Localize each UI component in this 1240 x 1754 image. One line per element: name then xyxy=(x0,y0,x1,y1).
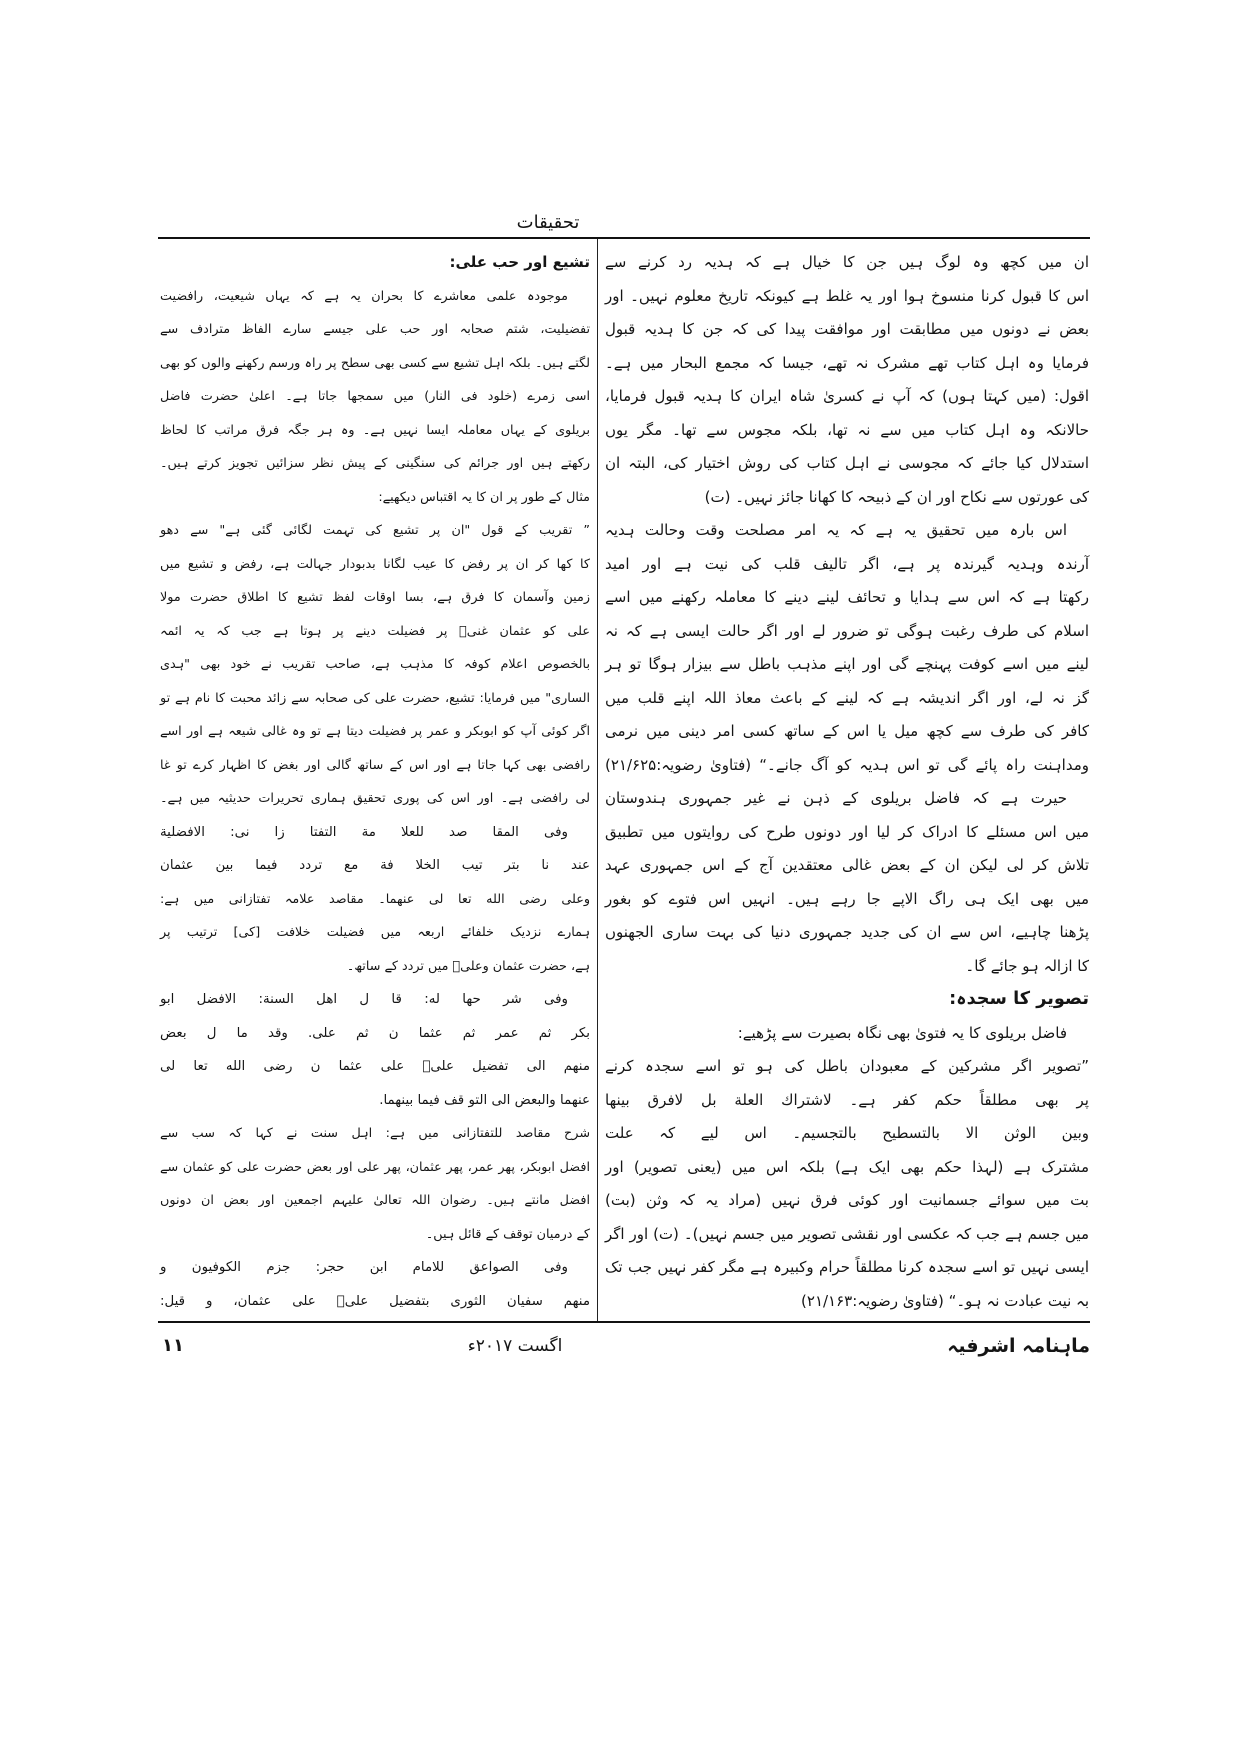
text-line: ان میں کچھ وہ لوگ ہیں جن کا خیال ہے کہ ہدیہ رد کرنے سے xyxy=(605,253,1089,271)
arabic-text-line: عند نا بتر تيب الخلا فة مع تردد فيما بين عثمان xyxy=(160,858,590,873)
page-number: ۱۱ xyxy=(162,1335,184,1356)
text-line: اقول: (میں کہتا ہوں) کہ آپ نے کسریٰ شاہ ایران کا ہدیہ قبول فرمایا، xyxy=(605,387,1089,405)
text-line: میں اس مسئلے کا ادراک کر لیا اور دونوں طرح کی روایتوں میں تطبیق xyxy=(605,822,1089,841)
arabic-text-line: وفی شر حها له: قا ل اهل السنة: الافضل ابو xyxy=(160,992,568,1007)
text-line: وعلی رضی الله تعا لی عنهما۔ مقاصد علامہ تفتازانی میں ہے: xyxy=(160,891,590,907)
text-line: لگتے ہیں۔ بلکہ اہل تشیع سے کسی بھی سطح پر راہ ورسم رکھنے والوں کو بھی xyxy=(160,355,590,371)
text-line: اگر کوئی آپ کو ابوبکر و عمر پر فضیلت دیتا ہے تو وہ غالی شیعہ ہے اور اسے xyxy=(160,724,590,739)
text-line: لینے میں اسے کوفت پہنچے گی اور اپنے مذہب باطل سے بیزار ہوگا تو ہر xyxy=(605,655,1089,673)
text-line: فاضل بریلوی کا یہ فتویٰ بھی نگاہ بصیرت سے پڑھیے: xyxy=(737,1023,1067,1042)
text-line: بت میں سوائے جسمانیت اور کوئی فرق نہیں (مراد یہ کہ وثن (بت) xyxy=(605,1191,1089,1209)
text-line: مشترک ہے (لہذا حکم بھی ایک ہے) بلکہ اس میں (یعنی تصویر) اور xyxy=(605,1157,1089,1176)
text-line: رکھتا ہے کہ اس سے ہدایا و تحائف لینے دینے کا معاملہ رکھنے میں اسے xyxy=(605,588,1089,606)
text-line: اسلام کی طرف رغبت ہوگی تو ضرور لے اور اگر حالت ایسی ہے کہ نہ xyxy=(605,621,1089,640)
text-line: حالانکہ وہ اہل کتاب میں سے نہ تھا، بلکہ مجوس سے تھا۔ مگر یوں xyxy=(605,420,1089,439)
text-line: گز نہ لے، اور اگر اندیشہ ہے کہ لینے کے باعث معاذ اللہ اپنے قلب میں xyxy=(605,688,1089,707)
text-line: ہمارے نزدیک خلفائے اربعہ میں فضیلت خلافت [کی] ترتیب پر xyxy=(160,925,590,940)
text-line: بہ نیت عبادت نہ ہو۔“ (فتاویٰ رضویہ:۲۱/۱۶۳) xyxy=(801,1291,1089,1310)
magazine-name: ماہنامہ اشرفیہ xyxy=(947,1335,1090,1357)
arabic-text-line: وفی الصواعق للامام ابن حجر: جزم الكوفيون و xyxy=(160,1260,568,1275)
text-line: علی کو عثمان غنیؓ پر فضیلت دینے پر ہوتا ہے جب کہ یہ ائمہ xyxy=(160,623,590,639)
text-line: ”تصویر اگر مشرکین کے معبودان باطل کی ہو تو اسے سجدہ کرنے xyxy=(605,1057,1089,1075)
text-line: وبين الوثن الا بالتسطيح بالتجسيم۔ اس لیے کہ علت xyxy=(605,1124,1089,1142)
column-divider xyxy=(597,239,598,1321)
text-line: اس کا قبول کرنا منسوخ ہوا اور یہ غلط ہے کیونکہ تاریخ معلوم نہیں۔ اور xyxy=(605,286,1089,305)
arabic-text-line: وفی المقا صد للعلا مة التفتا زا نی: الافضلية xyxy=(160,824,568,840)
text-line: کافر کی طرف سے کچھ میل یا اس کے ساتھ کسی امر دینی میں نرمی xyxy=(605,722,1089,740)
text-line: رکھتے ہیں اور جرائم کی سنگینی کے پیش نظر سزائیں تجویز کرتے ہیں۔ xyxy=(160,456,590,471)
text-line: لی رافضی ہے۔ اور اس کی پوری تحقیق ہماری تحریرات حدیثیہ میں ہے۔ xyxy=(160,791,590,806)
text-line: مثال کے طور پر ان کا یہ اقتباس دیکھیے: xyxy=(378,489,590,505)
running-header: تحقیقات xyxy=(516,212,580,233)
text-line: میں جسم ہے جب کہ عکسی اور نقشی تصویر میں جسم نہیں)۔ (ت) اور اگر xyxy=(605,1224,1089,1243)
text-line: فرمایا وہ اہل کتاب تھے مشرک نہ تھے، جیسا کہ مجمع البحار میں ہے۔ xyxy=(605,353,1089,372)
text-line: زمین وآسمان کا فرق ہے، بسا اوقات لفظ تشیع کا اطلاق حضرت مولا xyxy=(160,590,590,605)
text-line: استدلال کیا جائے کہ مجوسی نے اہل کتاب کی روش اختیار کی، البتہ ان xyxy=(605,454,1089,472)
text-line: آرندہ وہدیہ گیرندہ پر ہے، اگر تالیف قلب کی نیت ہے اور امید xyxy=(605,554,1089,573)
text-line: حیرت ہے کہ فاضل بریلوی کے ذہن نے غیر جمہوری ہندوستان xyxy=(605,789,1067,807)
text-line: افضل مانتے ہیں۔ رضوان اللہ تعالیٰ علیہم اجمعین اور بعض ان دونوں xyxy=(160,1193,590,1208)
text-line: کا ازالہ ہو جائے گا۔ xyxy=(965,956,1089,975)
left-column xyxy=(160,246,590,1318)
arabic-text-line: عنهما والبعض الی التو قف فيما بينهما. xyxy=(379,1092,590,1108)
text-line: پر بھی مطلقاً حکم کفر ہے۔ لاشتراك العلة بل لافرق بينها xyxy=(605,1090,1089,1109)
text-line: بعض نے دونوں میں مطابقت اور موافقت پیدا کی کہ جن کا ہدیہ قبول xyxy=(605,320,1089,338)
footer-rule xyxy=(158,1321,1090,1323)
arabic-text-line: بكر ثم عمر ثم عثما ن ثم علی. وقد ما ل بعض xyxy=(160,1025,590,1041)
text-line: موجودہ علمی معاشرے کا بحران یہ ہے کہ یہاں شیعیت، رافضیت xyxy=(160,288,568,304)
header-rule xyxy=(158,237,1090,239)
text-line: بریلوی کے یہاں معاملہ ایسا نہیں ہے۔ وہ ہر جگہ فرق مراتب کا لحاظ xyxy=(160,422,590,438)
text-line: کے درمیان توقف کے قائل ہیں۔ xyxy=(425,1226,590,1242)
text-line: افضل ابوبکر، پھر عمر، پھر عثمان، پھر علی اور بعض حضرت علی کو عثمان سے xyxy=(160,1159,590,1175)
text-line: تفضیلیت، شتم صحابہ اور حب علی جیسے سارے الفاظ مترادف سے xyxy=(160,322,590,337)
section-heading: تشیع اور حب علی: xyxy=(449,253,590,271)
text-line: رافضی بھی کہا جاتا ہے اور اس کے ساتھ گالی اور بغض کا اظہار کرے تو غا xyxy=(160,757,590,773)
arabic-text-line: منهم الی تفضيل علیؓ علی عثما ن رضی الله تعا لی xyxy=(160,1059,590,1074)
section-heading: تصویر کا سجدہ: xyxy=(949,989,1089,1009)
text-line: ” تقریب کے قول "ان پر تشیع کی تہمت لگائی گئی ہے" سے دھو xyxy=(160,523,590,538)
text-line: کا کھا کر ان پر رفض کا عیب لگانا بدبودار جہالت ہے، رفض و تشیع میں xyxy=(160,556,590,572)
text-line: تلاش کر لی لیکن ان کے بعض غالی معتقدین آج کے اس جمہوری عہد xyxy=(605,856,1089,874)
text-line: اسی زمرے (خلود فی النار) میں سمجھا جاتا ہے۔ اعلیٰ حضرت فاضل xyxy=(160,389,590,404)
text-line: الساری" میں فرمایا: تشیع، حضرت علی کی صحابہ سے زائد محبت کا نام ہے تو xyxy=(160,690,590,706)
text-line: ہے، حضرت عثمان وعلیؓ میں تردد کے ساتھ۔ xyxy=(346,958,590,974)
text-line: پڑھنا چاہیے، اس سے ان کی جدید جمہوری دنیا کی بہت ساری الجھنوں xyxy=(605,923,1089,941)
text-line: شرح مقاصد للتفتازانی میں ہے: اہل سنت نے کہا کہ سب سے xyxy=(160,1126,590,1141)
arabic-text-line: منهم سفيان الثوری بتفضيل علیؓ علی عثمان، و قيل: xyxy=(160,1293,590,1309)
text-line: ایسی نہیں تو اسے سجدہ کرنا مطلقاً حرام وکبیرہ ہے مگر کفر نہیں جب تک xyxy=(605,1258,1089,1276)
text-line: بالخصوص اعلام کوفہ کا مذہب ہے، صاحب تقریب نے خود بھی "ہدی xyxy=(160,657,590,672)
issue-date: اگست ۲۰۱۷ء xyxy=(467,1336,563,1356)
text-line: میں بھی ایک ہی راگ الاپے جا رہے ہیں۔ انہیں اس فتوے کو بغور xyxy=(605,889,1089,908)
text-line: اس بارہ میں تحقیق یہ ہے کہ یہ امر مصلحت وقت وحالت ہدیہ xyxy=(605,521,1067,539)
text-line: ومداہنت راہ پائے گی تو اس ہدیہ کو آگ جانے۔“ (فتاویٰ رضویہ:۲۱/۶۲۵) xyxy=(605,755,1089,774)
text-line: کی عورتوں سے نکاح اور ان کے ذبیحہ کا کھانا جائز نہیں۔ (ت) xyxy=(704,487,1089,506)
right-column xyxy=(605,246,1089,1318)
